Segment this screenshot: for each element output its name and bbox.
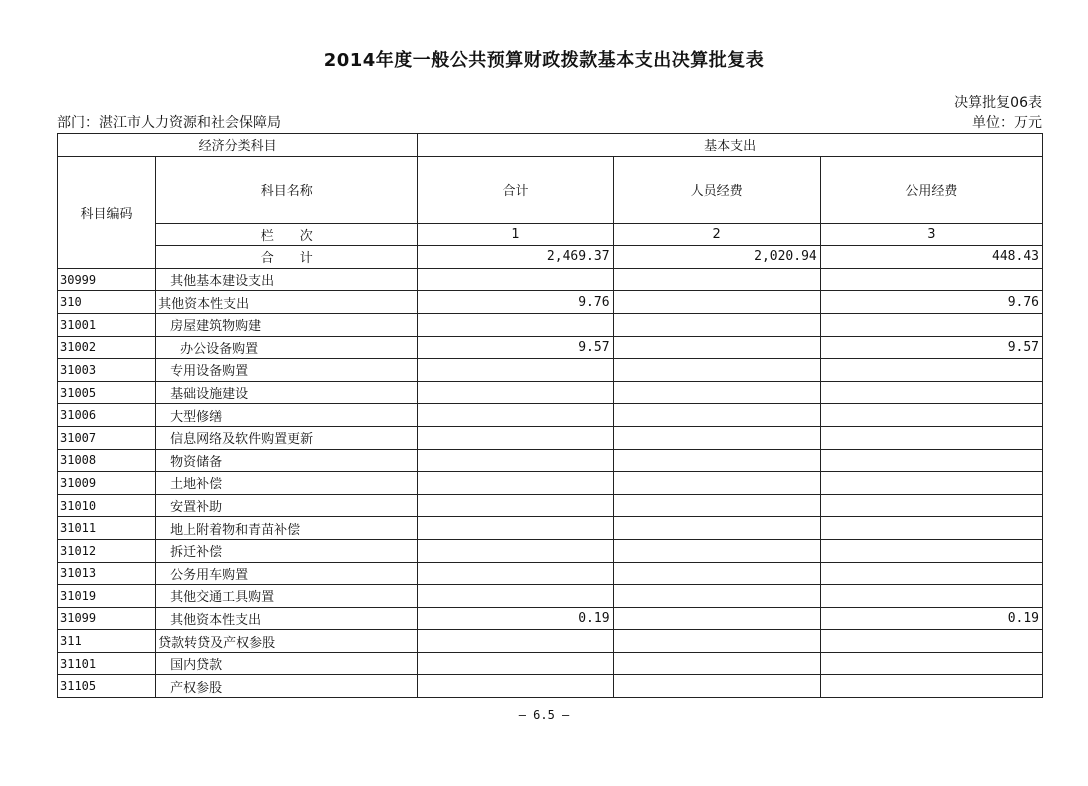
sum-row-label: 合 计: [156, 246, 418, 269]
table-row: [58, 313, 1043, 336]
sum-personnel: 2,020.94: [613, 246, 820, 269]
row-personnel: [613, 652, 820, 675]
row-public: [820, 630, 1042, 653]
row-public: [820, 449, 1042, 472]
row-personnel: [613, 607, 820, 630]
table-row: [58, 449, 1043, 472]
row-code: 31101: [58, 652, 156, 675]
table-row: [58, 652, 1043, 675]
row-name: 办公设备购置: [156, 336, 418, 359]
table-row: [58, 336, 1043, 359]
row-code: 31013: [58, 562, 156, 585]
row-public: 9.57: [820, 336, 1042, 359]
row-total: [418, 585, 613, 608]
row-code: 31001: [58, 313, 156, 336]
row-code: 31009: [58, 472, 156, 495]
personnel-column-header: 人员经费: [613, 156, 820, 223]
row-total: [418, 426, 613, 449]
row-personnel: [613, 585, 820, 608]
row-public: [820, 652, 1042, 675]
row-name: 安置补助: [156, 494, 418, 517]
row-name: 其他交通工具购置: [156, 585, 418, 608]
row-public: [820, 675, 1042, 698]
row-total: [418, 675, 613, 698]
row-total: [418, 562, 613, 585]
table-row: [58, 585, 1043, 608]
row-code: 31002: [58, 336, 156, 359]
row-public: [820, 404, 1042, 427]
row-total: 9.76: [418, 291, 613, 314]
row-total: [418, 449, 613, 472]
unit-label: 单位：万元: [972, 115, 1042, 131]
row-name: 信息网络及软件购置更新: [156, 426, 418, 449]
table-row: [58, 291, 1043, 314]
row-code: 31003: [58, 359, 156, 382]
table-row: [58, 426, 1043, 449]
row-personnel: [613, 472, 820, 495]
row-public: 0.19: [820, 607, 1042, 630]
row-personnel: [613, 449, 820, 472]
row-public: [820, 381, 1042, 404]
row-public: [820, 585, 1042, 608]
row-total: [418, 539, 613, 562]
row-name: 公务用车购置: [156, 562, 418, 585]
row-public: 9.76: [820, 291, 1042, 314]
row-name: 其他基本建设支出: [156, 268, 418, 291]
page-title: 2014年度一般公共预算财政拨款基本支出决算批复表: [323, 50, 765, 71]
row-name: 其他资本性支出: [156, 291, 418, 314]
row-name: 专用设备购置: [156, 359, 418, 382]
row-name: 其他资本性支出: [156, 607, 418, 630]
row-name: 产权参股: [156, 675, 418, 698]
row-public: [820, 517, 1042, 540]
row-personnel: [613, 517, 820, 540]
department-label: 部门：湛江市人力资源和社会保障局: [57, 115, 281, 131]
row-public: [820, 268, 1042, 291]
row-public: [820, 359, 1042, 382]
row-personnel: [613, 426, 820, 449]
row-personnel: [613, 336, 820, 359]
row-public: [820, 472, 1042, 495]
row-personnel: [613, 494, 820, 517]
page-number: — 6.5 —: [518, 708, 570, 722]
row-code: 30999: [58, 268, 156, 291]
econ-class-header: 经济分类科目: [58, 134, 418, 157]
row-total: 0.19: [418, 607, 613, 630]
row-total: [418, 404, 613, 427]
column-index-2: 2: [613, 223, 820, 246]
column-index-label: 栏 次: [156, 223, 418, 246]
form-code: 决算批复06表: [954, 95, 1042, 111]
row-code: 31011: [58, 517, 156, 540]
public-column-header: 公用经费: [820, 156, 1042, 223]
row-public: [820, 539, 1042, 562]
row-personnel: [613, 313, 820, 336]
row-total: [418, 652, 613, 675]
row-public: [820, 494, 1042, 517]
column-index-1: 1: [418, 223, 613, 246]
row-public: [820, 313, 1042, 336]
row-personnel: [613, 562, 820, 585]
table-row: [58, 472, 1043, 495]
table-row: [58, 381, 1043, 404]
table-row: [58, 517, 1043, 540]
row-public: [820, 562, 1042, 585]
column-index-3: 3: [820, 223, 1042, 246]
row-personnel: [613, 404, 820, 427]
row-total: [418, 268, 613, 291]
row-code: 310: [58, 291, 156, 314]
row-public: [820, 426, 1042, 449]
row-total: [418, 359, 613, 382]
table-row: [58, 268, 1043, 291]
code-column-header: 科目编码: [58, 156, 156, 268]
row-code: 311: [58, 630, 156, 653]
budget-table: [57, 133, 1043, 698]
row-personnel: [613, 539, 820, 562]
table-body: [58, 268, 1043, 697]
row-total: [418, 313, 613, 336]
basic-expense-header: 基本支出: [418, 134, 1043, 157]
row-code: 31010: [58, 494, 156, 517]
total-column-header: 合计: [418, 156, 613, 223]
row-personnel: [613, 291, 820, 314]
table-row: [58, 359, 1043, 382]
sum-total: 2,469.37: [418, 246, 613, 269]
row-total: [418, 381, 613, 404]
table-row: [58, 539, 1043, 562]
row-code: 31019: [58, 585, 156, 608]
row-code: 31099: [58, 607, 156, 630]
row-total: [418, 630, 613, 653]
row-total: [418, 494, 613, 517]
row-name: 房屋建筑物购建: [156, 313, 418, 336]
table-row: [58, 630, 1043, 653]
row-personnel: [613, 675, 820, 698]
row-name: 拆迁补偿: [156, 539, 418, 562]
row-code: 31105: [58, 675, 156, 698]
row-code: 31008: [58, 449, 156, 472]
table-row: [58, 404, 1043, 427]
table-row: [58, 675, 1043, 698]
table-row: [58, 494, 1043, 517]
row-personnel: [613, 268, 820, 291]
table-row: [58, 562, 1043, 585]
row-code: 31005: [58, 381, 156, 404]
row-total: [418, 517, 613, 540]
row-name: 国内贷款: [156, 652, 418, 675]
row-name: 地上附着物和青苗补偿: [156, 517, 418, 540]
row-name: 物资储备: [156, 449, 418, 472]
row-name: 土地补偿: [156, 472, 418, 495]
row-code: 31012: [58, 539, 156, 562]
row-personnel: [613, 359, 820, 382]
row-name: 基础设施建设: [156, 381, 418, 404]
name-column-header: 科目名称: [156, 156, 418, 223]
row-code: 31006: [58, 404, 156, 427]
sum-public: 448.43: [820, 246, 1042, 269]
row-name: 贷款转贷及产权参股: [156, 630, 418, 653]
row-total: 9.57: [418, 336, 613, 359]
row-personnel: [613, 381, 820, 404]
row-personnel: [613, 630, 820, 653]
row-name: 大型修缮: [156, 404, 418, 427]
row-code: 31007: [58, 426, 156, 449]
row-total: [418, 472, 613, 495]
table-row: [58, 607, 1043, 630]
